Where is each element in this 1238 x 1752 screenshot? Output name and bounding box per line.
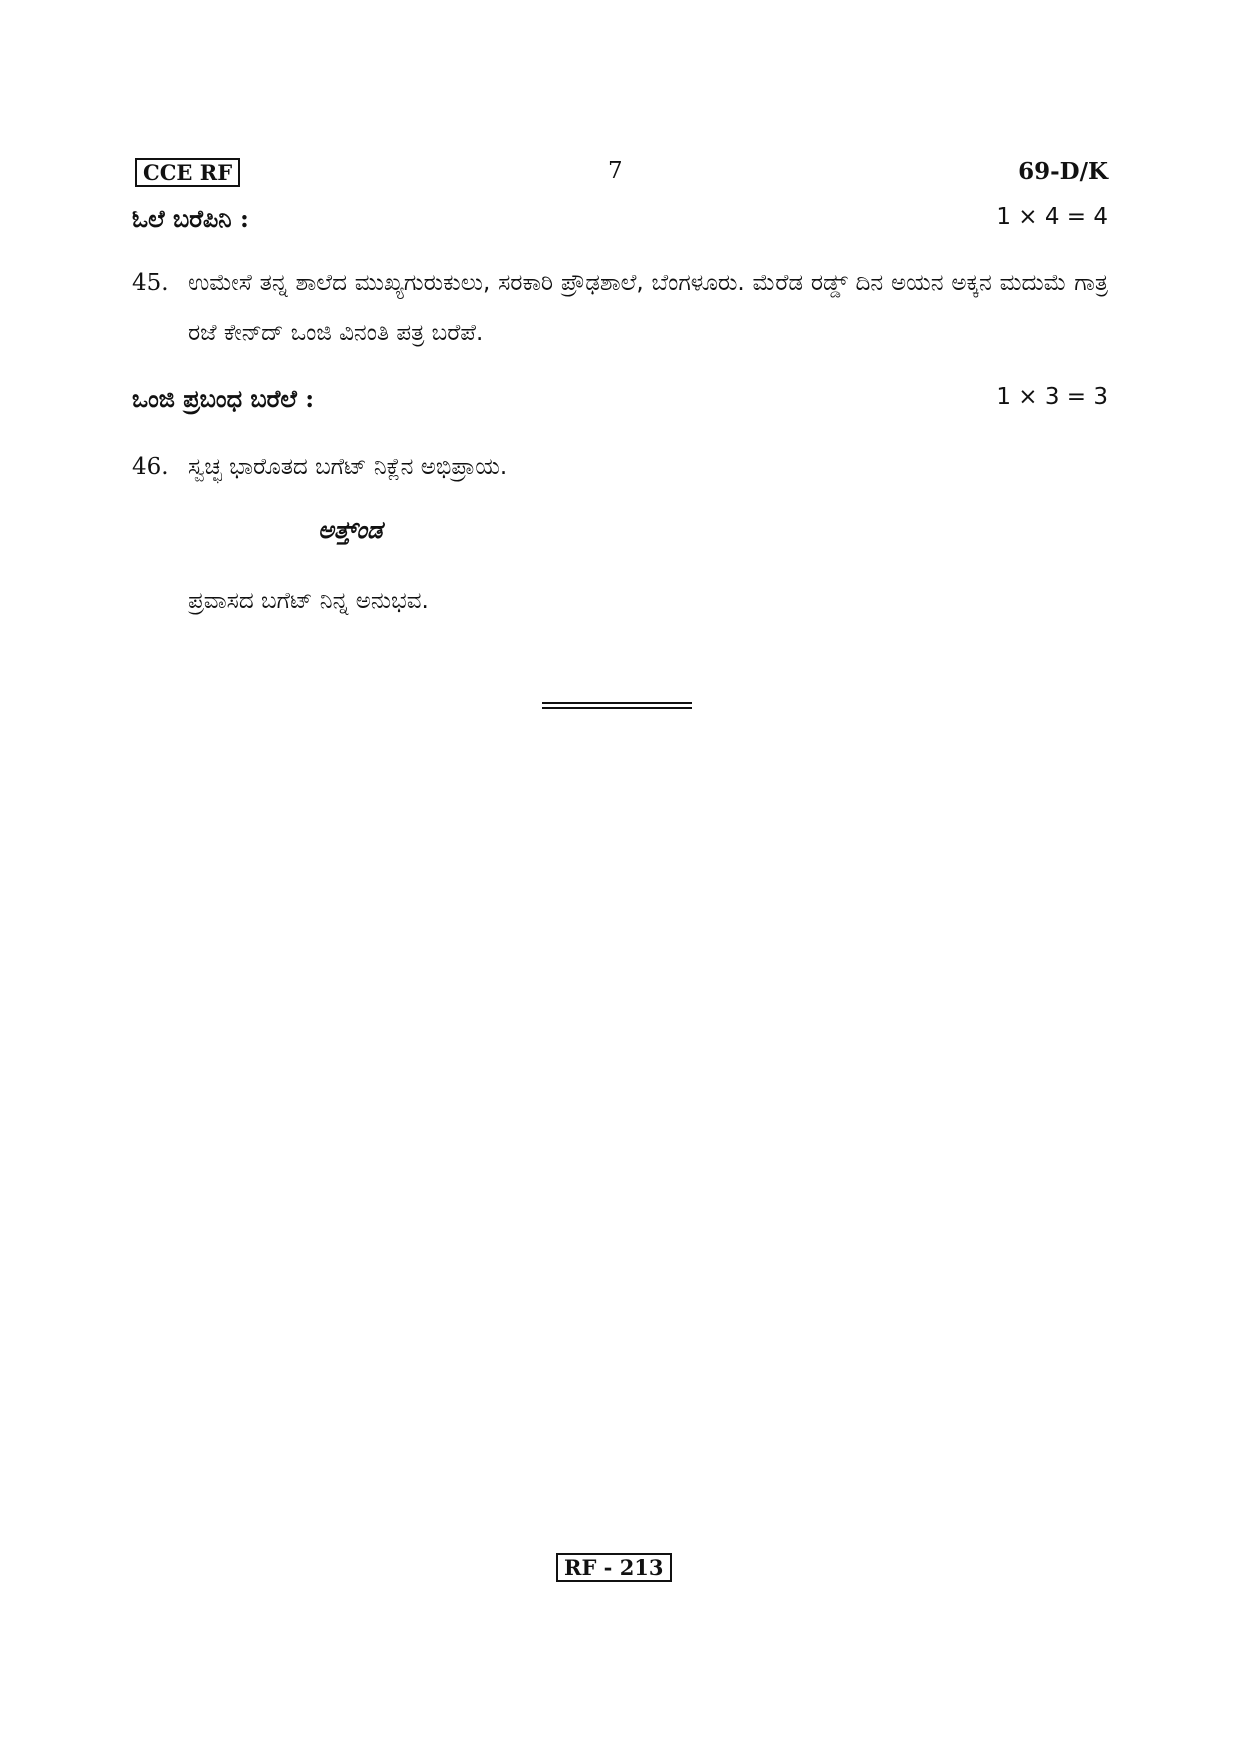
footer-code: RF - 213 xyxy=(556,1553,672,1582)
end-of-questions-divider xyxy=(542,702,692,709)
section-title-letter: ಓಲೆ ಬರೆಪಿನಿ : xyxy=(132,204,249,233)
question-number-46: 46. xyxy=(132,454,169,480)
or-label: ಅತ್ತ್ಂಡ xyxy=(318,516,383,544)
question-text-45: ಉಮೇಸೆ ತನ್ನ ಶಾಲೆದ ಮುಖ್ಯಗುರುಕುಲು, ಸರಕಾರಿ ಪ್ರೌಢಶಾಲೆ, ಬೆಂಗಳೂರು. ಮೆರೆಡ ರಡ್ಡ್ ದಿನ ಅಯನ ಅಕ್ಕನ ಮದುಮೆ ಗಾತ್ರ ರಜೆ ಕೇನ್‍ದ್ ಒಂಜಿ ವಿನಂತಿ ಪತ್ರ ಬರೆಪೆ. xyxy=(188,270,1108,346)
header-code-right: 69-D/K xyxy=(1018,158,1108,185)
header-code-left: CCE RF xyxy=(135,158,240,187)
section-marks-letter: 1 × 4 = 4 xyxy=(996,204,1108,230)
page-number: 7 xyxy=(608,158,623,184)
section-title-essay: ಒಂಜಿ ಪ್ರಬಂಧ ಬರೆಲೆ : xyxy=(132,384,315,413)
question-text-46: ಸ್ವಚ್ಛ ಭಾರೊತದ ಬಗೆಟ್ ನಿಕ್ಲೆನ ಅಭಿಪ್ರಾಯ. xyxy=(188,454,508,480)
question-number-45: 45. xyxy=(132,270,169,296)
alternative-question-text: ಪ್ರವಾಸದ ಬಗೆಟ್ ನಿನ್ನ ಅನುಭವ. xyxy=(188,588,429,614)
section-marks-essay: 1 × 3 = 3 xyxy=(996,384,1108,410)
